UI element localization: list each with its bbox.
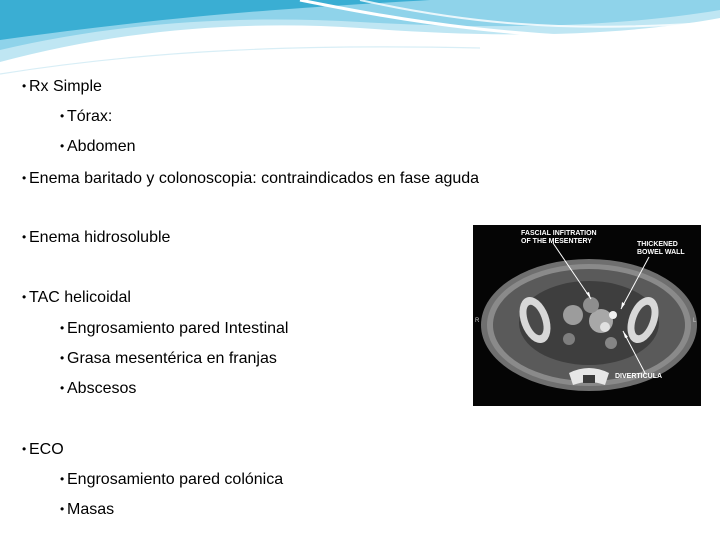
bullet-enema-baritado — [22, 168, 479, 189]
label-thickened-line2: BOWEL WALL — [637, 249, 685, 256]
bullet-dot: • — [60, 502, 65, 516]
label-side-left: L — [693, 318, 697, 324]
bullet-dot: • — [22, 171, 27, 185]
bullet-text: Abscesos — [67, 380, 137, 397]
bullet-text: Abdomen — [67, 138, 136, 155]
bullet-text: TAC helicoidal — [29, 289, 131, 306]
label-side-right: R — [475, 318, 480, 324]
bullet-masas — [60, 499, 114, 520]
label-diverticula: DIVERTICULA — [615, 373, 663, 380]
bullet-dot: • — [22, 290, 27, 304]
label-fascial-infiltration-line1: FASCIAL INFITRATION — [521, 230, 597, 237]
bullet-dot: • — [60, 321, 65, 335]
bullet-dot: • — [22, 79, 27, 93]
bullet-text: Enema baritado y colonoscopia: contraindicados en fase aguda — [29, 170, 480, 187]
bullet-text: Engrosamiento pared Intestinal — [67, 320, 289, 337]
bullet-text: ECO — [29, 441, 64, 458]
bullet-dot: • — [22, 442, 27, 456]
bullet-text: Grasa mesentérica en franjas — [67, 350, 277, 367]
bullet-rx-simple — [22, 76, 102, 97]
label-fascial-infiltration-line2: OF THE MESENTERY — [521, 238, 592, 245]
bullet-dot: • — [60, 472, 65, 486]
bullet-enema-hidrosoluble — [22, 227, 170, 248]
label-thickened-line1: THICKENED — [637, 241, 678, 248]
header-wave-decoration — [0, 0, 720, 80]
bullet-text: Enema hidrosoluble — [29, 229, 171, 246]
bullet-dot: • — [60, 351, 65, 365]
bullet-tac-helicoidal — [22, 287, 131, 308]
bullet-dot: • — [60, 109, 65, 123]
bullet-abdomen — [60, 136, 136, 157]
bullet-text: Engrosamiento pared colónica — [67, 471, 284, 488]
bullet-grasa-mesenterica — [60, 348, 277, 369]
bullet-dot: • — [22, 230, 27, 244]
bullet-text: Tórax: — [67, 108, 113, 125]
ct-scan-graphic — [473, 225, 701, 406]
bullet-dot: • — [60, 139, 65, 153]
bullet-text: Rx Simple — [29, 78, 102, 95]
ct-scan-image — [473, 225, 701, 406]
bullet-abscesos — [60, 378, 136, 399]
bullet-engrosamiento-colonica — [60, 469, 283, 490]
bullet-engrosamiento-intestinal — [60, 318, 288, 339]
bullet-dot: • — [60, 381, 65, 395]
bullet-eco — [22, 439, 64, 460]
bullet-torax — [60, 106, 112, 127]
bullet-text: Masas — [67, 501, 115, 518]
